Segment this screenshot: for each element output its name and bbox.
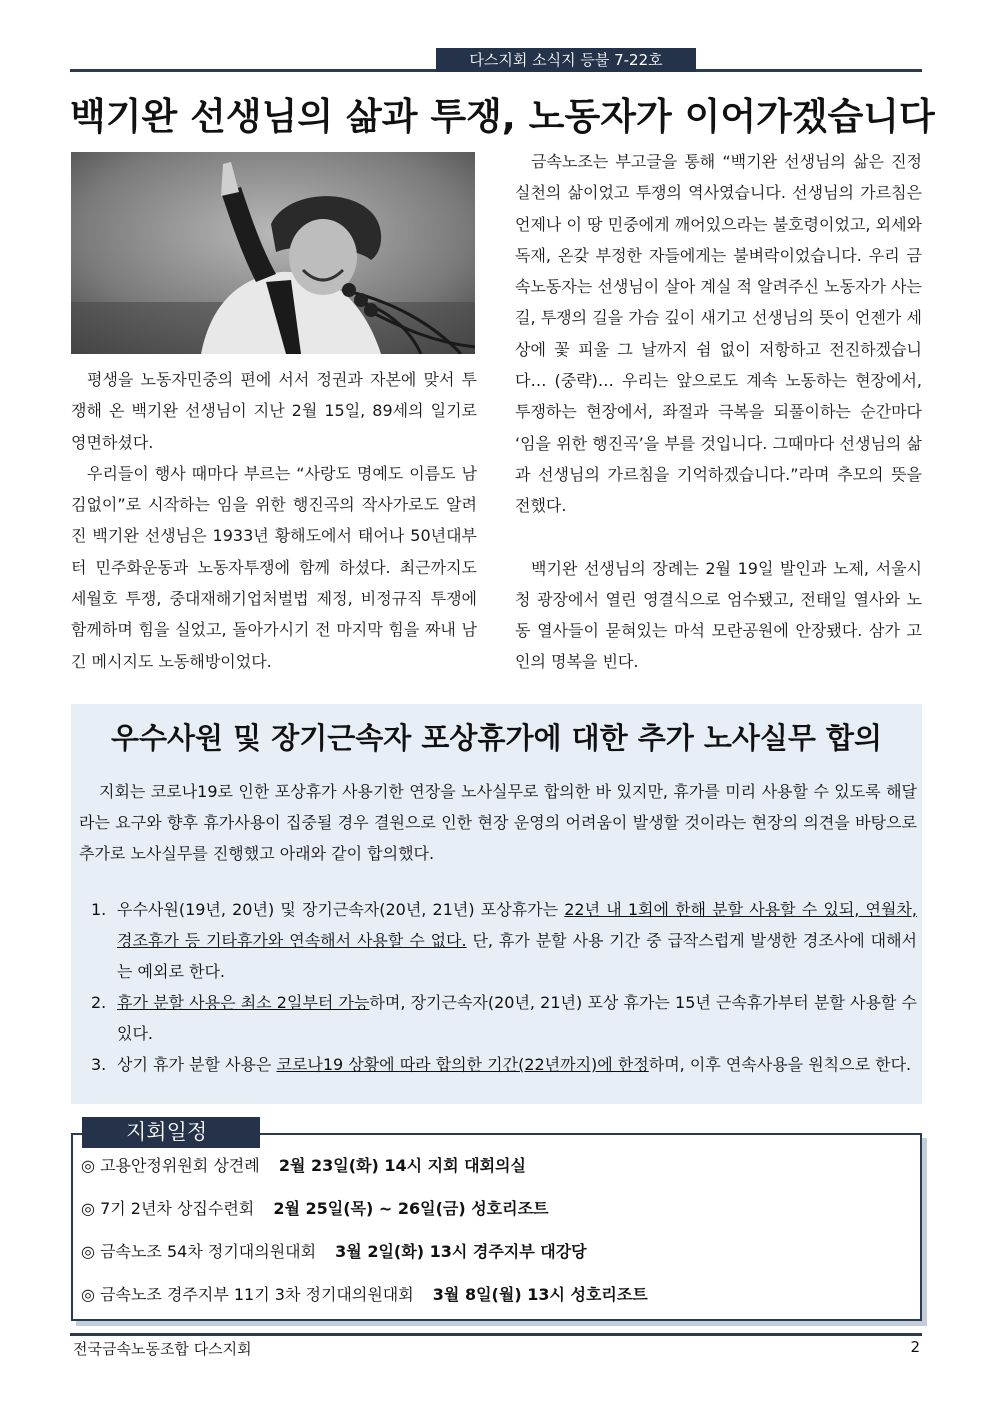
schedule-event-detail: 2월 25일(목) ~ 26일(금) 성호리조트 [273,1199,549,1218]
footer-divider [70,1333,922,1336]
portrait-photo-icon [71,152,475,354]
schedule-box [71,1133,922,1321]
agreement-section [71,704,922,1104]
schedule-event-detail: 3월 8일(월) 13시 성호리조트 [432,1285,648,1304]
newsletter-issue-tag: 다스지회 소식지 등불 7-22호 [436,48,696,72]
agreement-key-clause: 코로나19 상황에 따라 합의한 기간(22년까지)에 한정 [276,1055,649,1074]
schedule-item [81,1194,911,1237]
schedule-event-detail: 2월 23일(화) 14시 지회 대회의실 [278,1156,526,1175]
schedule-item [81,1237,911,1280]
article-paragraph: 평생을 노동자민중의 편에 서서 정권과 자본에 맞서 투쟁해 온 백기완 선생님이 지난 2월 15일, 89세의 일기로 영면하셨다. [71,370,477,452]
agreement-key-clause: 22년 내 1회에 한해 분할 사용할 수 있되, 연월차, 경조휴가 등 기타휴가와 연속해서 사용할 수 없다. [117,900,918,950]
agreement-item: 3. 상기 휴가 분할 사용은 코로나19 상황에 따라 합의한 기간(22년까지)에 한정하며, 이후 연속사용을 원칙으로 한다. [91,1049,917,1080]
agreement-item: 1. 우수사원(19년, 20년) 및 장기근속자(20년, 21년) 포상휴가는 22년 내 1회에 한해 분할 사용할 수 있되, 연월차, 경조휴가 등 기타휴가와 연속해서 사용할 수 없다. 단, 휴가 분할 사용 기간 중 급작스럽게 발생한 경조사에 대해서는 예외로 한다. [91,894,917,987]
header-bar [70,48,922,72]
schedule-event-name: 금속노조 54차 정기대의원대회 [100,1242,317,1261]
bullet-icon: ◎ [81,1156,95,1175]
footer-organization: 전국금속노동조합 다스지회 [73,1340,252,1358]
bullet-icon: ◎ [81,1199,95,1218]
agreement-item-number: 3. [91,1055,107,1074]
schedule-item [81,1151,911,1194]
agreement-item: 2. 휴가 분할 사용은 최소 2일부터 가능하며, 장기근속자(20년, 21년) 포상 휴가는 15년 근속휴가부터 분할 사용할 수 있다. [91,987,917,1049]
bullet-icon: ◎ [81,1242,95,1261]
article-paragraph: 백기완 선생님의 장례는 2월 19일 발인과 노제, 서울시청 광장에서 열린 영결식으로 엄수됐고, 전태일 열사와 노동 열사들이 묻혀있는 마석 모란공원에 안장됐다. 삼가 고인의 명복을 빈다. [515,558,922,672]
agreement-intro: 지회는 코로나19로 인한 포상휴가 사용기한 연장을 노사실무로 합의한 바 있지만, 휴가를 미리 사용할 수 있도록 해달라는 요구와 향후 휴가사용이 집중될 경우 결원으로 인한 현장 운영의 어려움이 발생할 것이라는 현장의 의견을 바탕으로 추가로 노사실무를 진행했고 아래와 같이 합의했다. [79,782,917,863]
agreement-key-clause: 휴가 분할 사용은 최소 2일부터 가능 [117,993,370,1012]
portrait-photo [71,152,475,354]
schedule-event-name: 고용안정위원회 상견례 [100,1156,260,1175]
agreement-title: 우수사원 및 장기근속자 포상휴가에 대한 추가 노사실무 합의 [110,721,883,755]
article-paragraph: 우리들이 행사 때마다 부르는 “사랑도 명예도 이름도 남김없이”로 시작하는 임을 위한 행진곡의 작사가로도 알려진 백기완 선생님은 1933년 황해도에서 태어나 50년대부터 민주화운동과 노동자투쟁에 함께 하셨다. 최근까지도 세월호 투쟁, 중대재해기업처벌법 제정, 비정규직 투쟁에 함께하며 힘을 실었고, 돌아가시기 전 마지막 힘을 짜내 남긴 메시지도 노동해방이었다. [71,463,477,671]
schedule-item [81,1280,911,1323]
page-number: 2 [910,1338,920,1356]
schedule-tag: 지회일정 [82,1117,260,1148]
schedule-event-detail: 3월 2일(화) 13시 경주지부 대강당 [335,1242,587,1261]
schedule-event-name: 7기 2년차 상집수련회 [100,1199,255,1218]
bullet-icon: ◎ [81,1285,95,1304]
article-right-column [515,146,922,678]
article-title: 백기완 선생님의 삶과 투쟁, 노동자가 이어가겠습니다 [70,95,935,138]
agreement-item-number: 2. [91,993,107,1012]
schedule-list [81,1151,911,1323]
article-left-column [71,364,477,677]
schedule-event-name: 금속노조 경주지부 11기 3차 정기대의원대회 [100,1285,414,1304]
article-paragraph: 금속노조는 부고글을 통해 “백기완 선생님의 삶은 진정 실천의 삶이었고 투쟁의 역사였습니다. 선생님의 가르침은 언제나 이 땅 민중에게 깨어있으라는 불호령이었고, 외세와 독재, 온갖 부정한 자들에게는 불벼락이었습니다. 우리 금속노동자는 선생님이 살아 계실 적 알려주신 노동자가 사는 길, 투쟁의 길을 가슴 깊이 새기고 선생님의 뜻이 언젠가 세상에 꽃 피울 그 날까지 쉼 없이 저항하고 전진하겠습니다… (중략)… 우리는 앞으로도 계속 노동하는 현장에서, 투쟁하는 현장에서, 좌절과 극복을 되풀이하는 순간마다 ‘임을 위한 행진곡’을 부를 것입니다. 그때마다 선생님의 삶과 선생님의 가르침을 기억하겠습니다.”라며 추모의 뜻을 전했다. [515,152,922,516]
agreement-list [91,894,917,1080]
agreement-item-number: 1. [91,900,107,919]
